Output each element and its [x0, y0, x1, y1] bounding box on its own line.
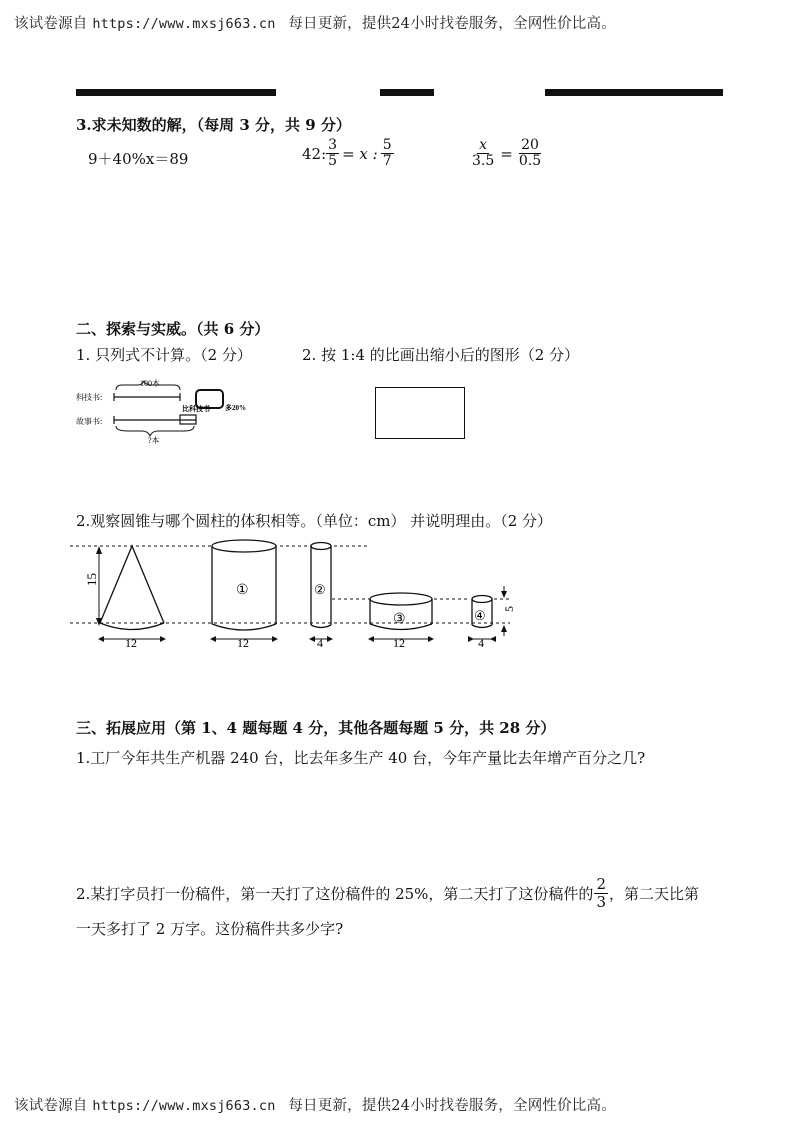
section3-question-2 — [76, 876, 699, 910]
rectangle-figure — [375, 387, 465, 439]
diagram-top-label: 100本 — [140, 379, 160, 388]
cylinder-4-height-label: 5 — [502, 606, 516, 612]
eq2-f2-denominator: 7 — [382, 153, 392, 170]
cylinder-3-base-label: 12 — [393, 636, 405, 650]
page-header — [14, 12, 616, 33]
cropped-text-line — [380, 89, 434, 96]
q2-text-part2: ，第二天比第 — [608, 884, 699, 903]
header-suffix: 每日更新，提供24小时找卷服务，全网性价比高。 — [288, 16, 616, 32]
diagram-row1-label: 科技书: — [76, 393, 103, 402]
section2-item-2: 2. 按 1:4 的比画出缩小后的图形（2 分） — [302, 346, 580, 364]
eq2-f1-denominator: 5 — [328, 153, 338, 170]
eq2-fraction-1 — [326, 138, 339, 170]
q2-fraction-denominator: 3 — [596, 892, 606, 911]
cone-base-label: 12 — [125, 636, 137, 650]
q2-text-part1: 2.某打字员打一份稿件，第一天打了这份稿件的 25%，第二天打了这份稿件的 — [76, 884, 594, 903]
section2-title: 二、探索与实威。（共 6 分） — [76, 320, 270, 338]
cone-base — [100, 623, 164, 630]
cylinder-4-label: ④ — [474, 608, 486, 623]
diagram-percent: 多20% — [225, 404, 246, 412]
section3-question-2-line2: 一天多打了 2 万字。这份稿件共多少字? — [76, 920, 344, 938]
segment-diagram — [72, 376, 272, 446]
cylinder-3-label: ③ — [393, 612, 406, 627]
eq2-f1-numerator: 3 — [328, 137, 338, 153]
cropped-text-line — [76, 89, 276, 96]
cylinder-1-base-label: 12 — [237, 636, 249, 650]
eq2-lead: 42: — [302, 144, 327, 163]
q3-title: 3.求未知数的解，（每周 3 分，共 9 分） — [76, 116, 351, 134]
cylinder-1-top — [212, 540, 276, 552]
diagram-box-note: 比科技书 — [182, 405, 210, 413]
cone-cylinder-figure — [70, 536, 520, 651]
eq2-mid: = x : — [342, 144, 378, 163]
footer-suffix: 每日更新，提供24小时找卷服务，全网性价比高。 — [288, 1098, 616, 1114]
cylinder-1-label: ① — [236, 583, 249, 598]
diagram-row2-label: 故事书: — [76, 417, 103, 426]
bottom-brace — [116, 426, 194, 436]
eq2-fraction-2 — [381, 138, 394, 170]
cylinder-4-base-label: 4 — [478, 636, 484, 650]
footer-prefix: 该试卷源自 — [14, 1098, 88, 1114]
q3-equation-2 — [302, 138, 394, 170]
eq3-fraction-1 — [470, 138, 496, 170]
guide-lines — [70, 546, 510, 623]
cone — [100, 546, 164, 623]
footer-url[interactable]: https://www.mxsj663.cn — [92, 1098, 276, 1114]
eq3-f2-denominator: 0.5 — [518, 153, 542, 170]
q2-fraction — [594, 876, 608, 910]
cone-height-label: 15 — [84, 573, 99, 586]
q3-equation-3 — [470, 138, 543, 170]
cylinder-2-base-label: 4 — [317, 636, 323, 650]
section2-item-1: 1. 只列式不计算。（2 分） — [76, 346, 252, 364]
cylinder-2-top — [311, 543, 331, 550]
cylinder-2-label: ② — [314, 582, 326, 597]
header-url[interactable]: https://www.mxsj663.cn — [92, 16, 276, 32]
eq3-f1-denominator: 3.5 — [472, 153, 495, 170]
section3-question-1: 1.工厂今年共生产机器 240 台，比去年多生产 40 台，今年产量比去年增产百分之几? — [76, 749, 646, 767]
cropped-text-line — [545, 89, 723, 96]
eq3-fraction-2 — [517, 138, 543, 170]
eq2-f2-numerator: 5 — [382, 137, 392, 153]
header-prefix: 该试卷源自 — [14, 16, 88, 32]
cylinder-4-top — [472, 596, 492, 603]
eq3-f2-numerator: 20 — [521, 137, 539, 153]
cylinder-3-top — [370, 593, 432, 605]
q3-equation-1: 9＋40%x＝89 — [88, 150, 189, 168]
eq3-equals: = — [500, 144, 513, 163]
section3-title: 三、拓展应用（第 1、4 题每题 4 分，其他各题每题 5 分，共 28 分） — [76, 719, 556, 737]
eq3-f1-numerator: x — [479, 137, 488, 153]
section2-question-2: 2.观察圆锥与哪个圆柱的体积相等。（单位：cm） 并说明理由。（2 分） — [76, 512, 553, 530]
diagram-bottom-label: ?本 — [148, 436, 160, 445]
q2-fraction-numerator: 2 — [596, 875, 606, 893]
page-footer — [14, 1094, 616, 1115]
